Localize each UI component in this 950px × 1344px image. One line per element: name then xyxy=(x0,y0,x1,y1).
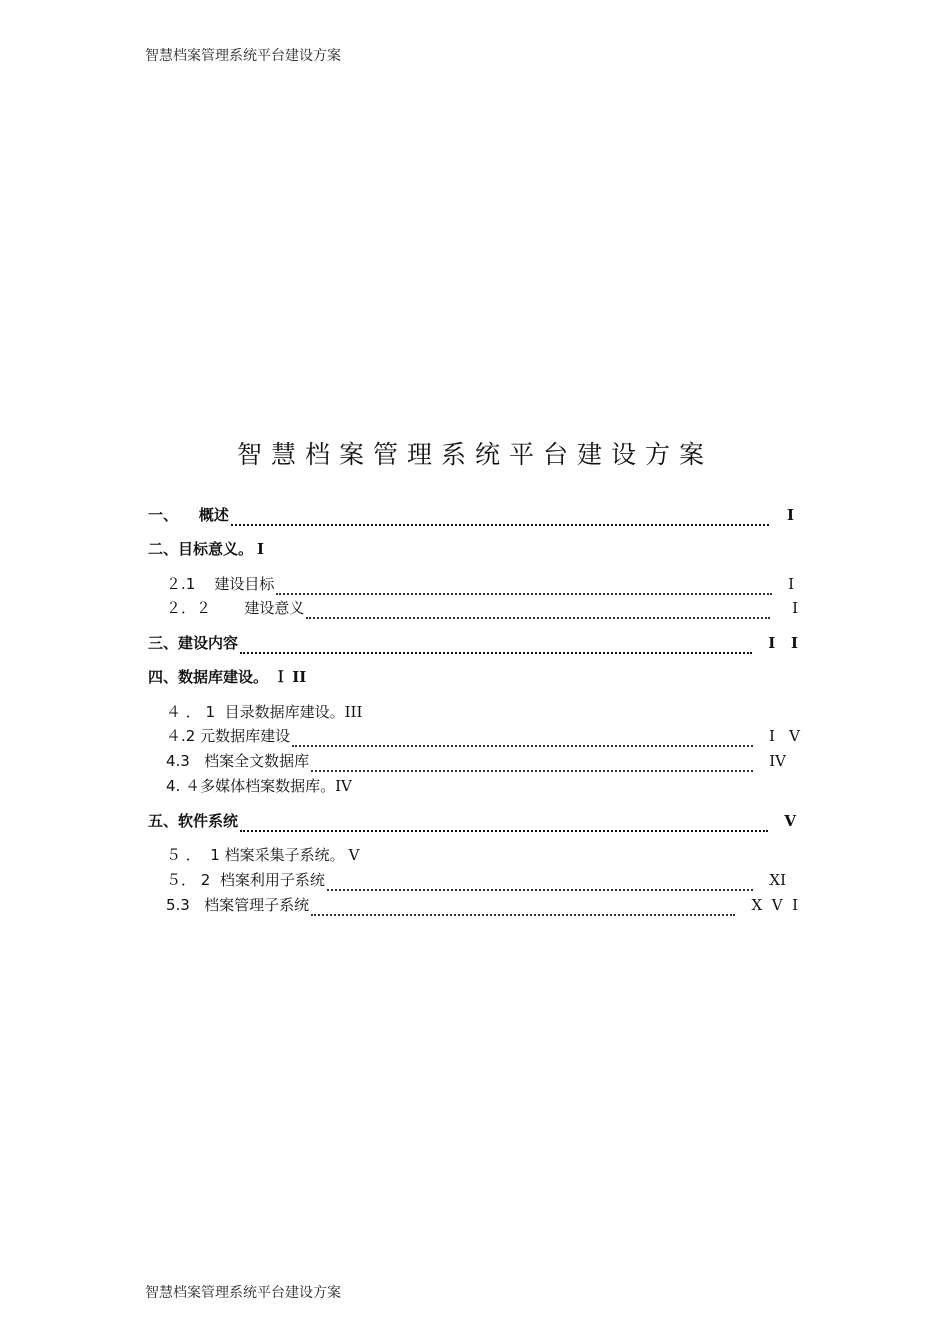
toc-entry-goals[interactable] xyxy=(148,538,264,560)
toc-leader-dots xyxy=(292,731,753,747)
toc-entry-build-significance[interactable] xyxy=(166,597,798,619)
toc-leader-dots xyxy=(306,603,770,619)
toc-page-number: V xyxy=(348,846,360,864)
toc-entry-management-subsystem[interactable] xyxy=(166,894,798,916)
document-title: 智慧档案管理系统平台建设方案 xyxy=(236,440,713,469)
toc-page-number: X V I xyxy=(751,896,798,914)
toc-leader-dots xyxy=(231,510,769,526)
toc-entry-metadata-db[interactable] xyxy=(166,725,800,747)
toc-entry-label: ５． 2 档案利用子系统 xyxy=(166,871,325,889)
toc-entry-software[interactable] xyxy=(148,810,796,832)
toc-entry-build-content[interactable] xyxy=(148,632,798,654)
toc-entry-label: 5.3 档案管理子系统 xyxy=(166,896,310,914)
toc-entry-label: 四、数据库建设。 Ｉ xyxy=(148,668,289,686)
toc-entry-fulltext-db[interactable] xyxy=(166,750,786,772)
toc-entry-label: 4.3 档案全文数据库 xyxy=(166,752,310,770)
toc-entry-label: 4. ４多媒体档案数据库。 xyxy=(166,777,336,795)
toc-entry-multimedia-db[interactable] xyxy=(166,775,352,797)
toc-page-number: I xyxy=(786,506,794,524)
toc-entry-label: ４ ． 1 目录数据库建设。 xyxy=(166,703,345,721)
toc-page-number: I xyxy=(788,575,794,593)
toc-entry-label: ５ ． 1 档案采集子系统。 xyxy=(166,846,345,864)
toc-entry-label: ２.1 建设目标 xyxy=(166,575,275,593)
toc-entry-label: 二、目标意义。 xyxy=(148,540,254,558)
toc-entry-collection-subsystem[interactable] xyxy=(166,844,359,866)
toc-leader-dots xyxy=(311,756,753,772)
toc-leader-dots xyxy=(240,638,752,654)
toc-page-number: I I xyxy=(768,634,798,652)
toc-leader-dots xyxy=(311,900,735,916)
toc-page-number: IV xyxy=(335,777,352,795)
toc-leader-dots xyxy=(276,579,772,595)
toc-entry-overview[interactable] xyxy=(148,504,794,526)
toc-entry-label: 三、建设内容 xyxy=(148,634,239,652)
toc-entry-utilization-subsystem[interactable] xyxy=(166,869,786,891)
toc-page-number: V xyxy=(784,812,796,830)
toc-leader-dots xyxy=(327,875,754,891)
toc-page-number: IV xyxy=(769,752,786,770)
toc-page-number: I xyxy=(257,540,265,558)
toc-page-number: III xyxy=(344,703,363,721)
toc-entry-label: 五、软件系统 xyxy=(148,812,239,830)
toc-entry-catalog-db[interactable] xyxy=(166,701,362,723)
running-header: 智慧档案管理系统平台建设方案 xyxy=(145,48,341,64)
running-footer: 智慧档案管理系统平台建设方案 xyxy=(145,1285,341,1301)
toc-entry-label: 一、 概述 xyxy=(148,506,229,524)
toc-entry-build-goals[interactable] xyxy=(166,573,794,595)
toc-entry-label: ２．２ 建设意义 xyxy=(166,599,305,617)
toc-page-number: I xyxy=(792,599,798,617)
toc-entry-database[interactable] xyxy=(148,666,306,688)
toc-page-number: II xyxy=(292,668,307,686)
toc-page-number: I V xyxy=(768,727,800,745)
toc-page-number: XI xyxy=(769,871,786,889)
toc-entry-label: ４.2 元数据库建设 xyxy=(166,727,291,745)
toc-leader-dots xyxy=(240,816,768,832)
